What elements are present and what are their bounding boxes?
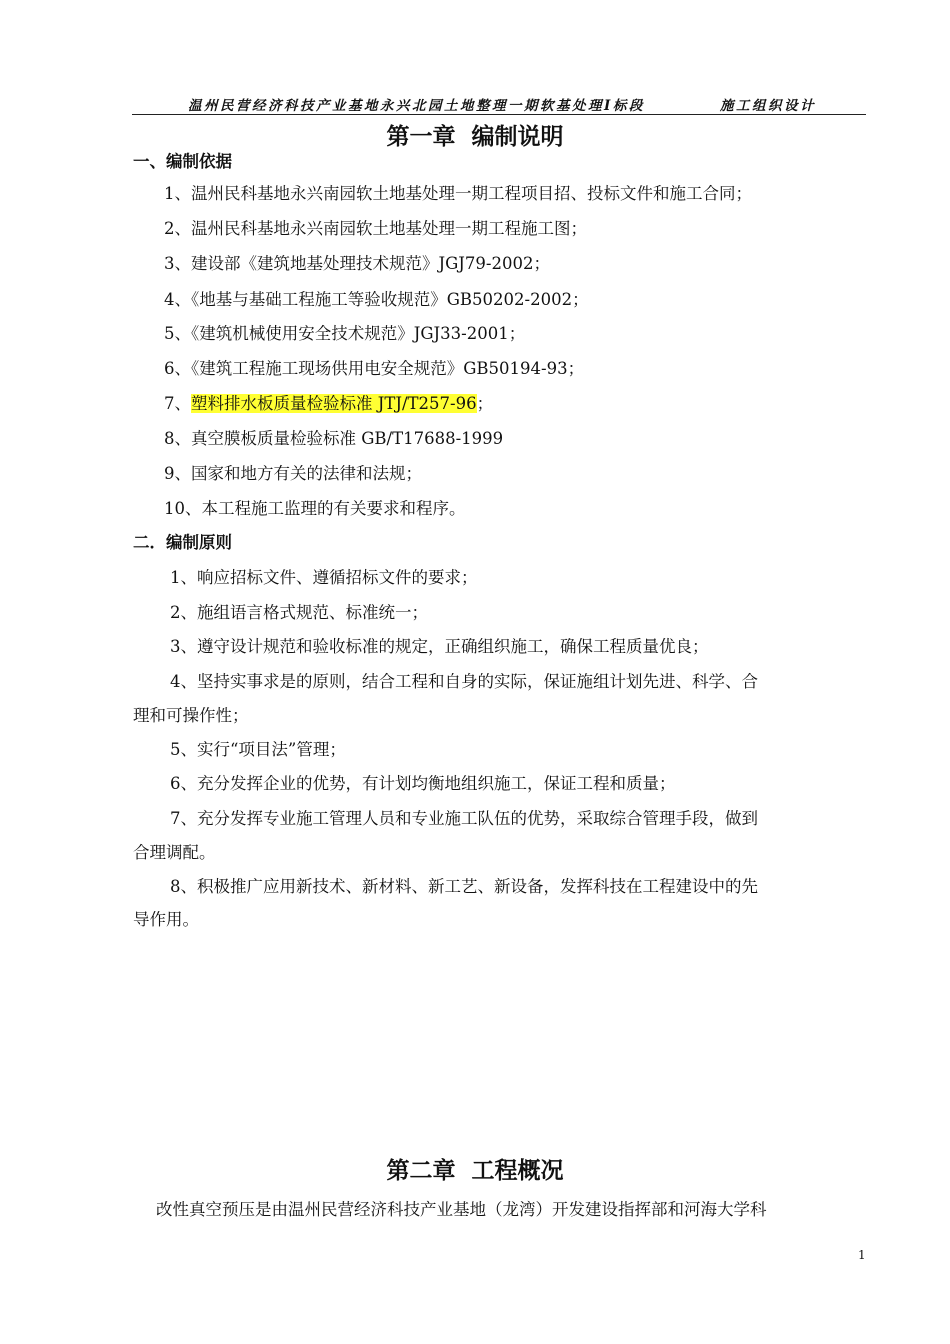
chapter2-intro: 改性真空预压是由温州民营经济科技产业基地（龙湾）开发建设指挥部和河海大学科: [156, 1200, 767, 1219]
basis-item-2: 2、温州民科基地永兴南园软土地基处理一期工程施工图；: [164, 219, 587, 238]
basis-item-7-punct: ；: [476, 394, 494, 413]
principle-line-5: 5、实行“项目法”管理；: [170, 740, 346, 759]
principle-line-4: 4、坚持实事求是的原则，结合工程和自身的实际，保证施组计划先进、科学、合: [170, 672, 758, 691]
basis-item-4: 4、《地基与基础工程施工等验收规范》GB50202-2002；: [164, 290, 589, 309]
page-header: [132, 92, 866, 115]
header-project-title: 温州民营经济科技产业基地永兴北园土地整理一期软基处理Ⅰ标段: [188, 98, 645, 114]
basis-item-3: 3、建设部《建筑地基处理技术规范》JGJ79-2002；: [164, 254, 550, 273]
basis-item-10: 10、本工程施工监理的有关要求和程序。: [164, 499, 466, 518]
principle-line-2: 2、施组语言格式规范、标准统一；: [170, 603, 428, 622]
basis-item-7-number: 7、: [164, 394, 191, 413]
basis-item-1: 1、温州民科基地永兴南园软土地基处理一期工程项目招、投标文件和施工合同；: [164, 184, 752, 203]
principle-line-7: 7、充分发挥专业施工管理人员和专业施工队伍的优势，采取综合管理手段，做到: [170, 809, 758, 828]
chapter2-title: 第二章 工程概况: [386, 1158, 564, 1184]
principle-line-7-cont: 合理调配。: [133, 843, 216, 862]
basis-item-5: 5、《建筑机械使用安全技术规范》JGJ33-2001；: [164, 324, 526, 343]
basis-item-6: 6、《建筑工程施工现场供用电安全规范》GB50194-93；: [164, 359, 585, 378]
page-number: 1: [858, 1248, 866, 1262]
section2-heading: 二．编制原则: [133, 533, 232, 552]
principle-line-1: 1、响应招标文件、遵循招标文件的要求；: [170, 568, 478, 587]
header-doc-type: 施工组织设计: [720, 98, 816, 114]
basis-item-9: 9、国家和地方有关的法律和法规；: [164, 464, 422, 483]
principle-line-3: 3、遵守设计规范和验收标准的规定，正确组织施工，确保工程质量优良；: [170, 637, 709, 656]
basis-item-7-highlighted-text: 塑料排水板质量检验标准 JTJ/T257-96: [191, 394, 477, 413]
basis-item-7: [164, 390, 493, 414]
basis-item-8: 8、真空膜板质量检验标准 GB/T17688-1999: [164, 429, 504, 448]
principle-line-8: 8、积极推广应用新技术、新材料、新工艺、新设备，发挥科技在工程建设中的先: [170, 877, 758, 896]
principle-line-6: 6、充分发挥企业的优势，有计划均衡地组织施工，保证工程和质量；: [170, 774, 676, 793]
principle-line-8-cont: 导作用。: [133, 910, 199, 929]
principle-line-4-cont: 理和可操作性；: [133, 706, 249, 725]
chapter1-title: 第一章 编制说明: [386, 124, 564, 150]
section1-heading: 一、编制依据: [133, 152, 232, 171]
